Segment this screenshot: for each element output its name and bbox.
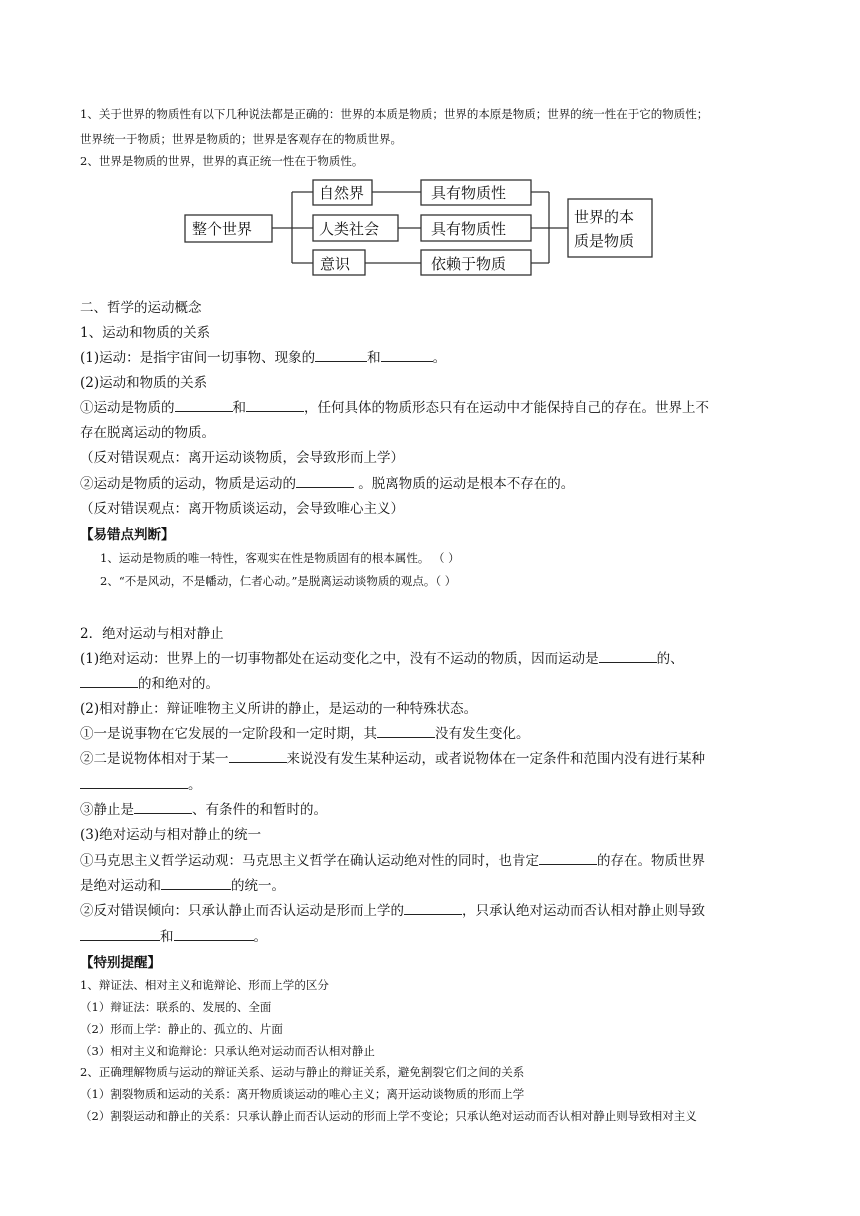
section-2-sub1: 1、运动和物质的关系 bbox=[80, 325, 211, 341]
error-question-2: 2、“不是风动，不是幡动，仁者心动。”是脱离运动谈物质的观点。（ ） bbox=[100, 574, 457, 588]
fill-blank[interactable] bbox=[80, 675, 138, 688]
label-material-1: 具有物质性 bbox=[431, 184, 507, 202]
motion-matter-relation: (2)运动和物质的关系 bbox=[80, 375, 208, 391]
fill-blank[interactable] bbox=[296, 475, 354, 488]
reminder-2-1: （1）割裂物质和运动的关系：离开物质谈运动的唯心主义；离开运动谈物质的形而上学 bbox=[80, 1087, 525, 1101]
rest-point-2-cont: 。 bbox=[80, 773, 202, 793]
fill-blank[interactable] bbox=[377, 725, 435, 738]
reminder-1-1: （1）辩证法：联系的、发展的、全面 bbox=[80, 1000, 272, 1014]
fill-blank[interactable] bbox=[381, 349, 433, 362]
label-consciousness: 意识 bbox=[320, 255, 351, 273]
rest-point-1: ①一是说事物在它发展的一定阶段和一定时期，其 没有发生变化。 bbox=[80, 726, 530, 742]
label-depends: 依赖于物质 bbox=[431, 255, 507, 273]
absolute-motion: (1)绝对运动：世界上的一切事物都处在运动变化之中，没有不运动的物质，因而运动是 的、 bbox=[80, 651, 684, 667]
unity-point-1-cont: 是绝对运动和 的统一。 bbox=[80, 878, 285, 894]
fill-blank[interactable] bbox=[174, 928, 254, 941]
world-material-diagram bbox=[0, 0, 860, 290]
section-2-title: 二、哲学的运动概念 bbox=[80, 300, 202, 316]
intro-paragraph-2: 2、世界是物质的世界，世界的真正统一性在于物质性。 bbox=[80, 154, 364, 168]
rest-point-3: ③静止是 、有条件的和暂时的。 bbox=[80, 802, 327, 818]
label-result-1: 世界的本 bbox=[574, 208, 635, 226]
label-result-2: 质是物质 bbox=[574, 232, 635, 250]
relation-point-1: ①运动是物质的 和 ，任何具体的物质形态只有在运动中才能保持自己的存在。世界上不 bbox=[80, 400, 709, 416]
reminder-1-2: （2）形而上学：静止的、孤立的、片面 bbox=[80, 1022, 283, 1036]
fill-blank[interactable] bbox=[246, 399, 304, 412]
label-society: 人类社会 bbox=[319, 220, 380, 238]
fill-blank[interactable] bbox=[539, 852, 597, 865]
oppose-view-2: （反对错误观点：离开物质谈运动，会导致唯心主义） bbox=[80, 501, 404, 517]
error-check-title: 【易错点判断】 bbox=[80, 527, 175, 543]
oppose-view-1: （反对错误观点：离开运动谈物质，会导致形而上学） bbox=[80, 450, 404, 466]
error-question-1: 1、运动是物质的唯一特性，客观实在性是物质固有的根本属性。 （ ） bbox=[100, 551, 460, 565]
section-3-title: 2．绝对运动与相对静止 bbox=[80, 626, 224, 642]
label-whole-world: 整个世界 bbox=[192, 220, 253, 238]
fill-blank[interactable] bbox=[175, 399, 233, 412]
intro-paragraph-1b: 世界统一于物质；世界是物质的；世界是客观存在的物质世界。 bbox=[80, 132, 402, 146]
reminder-2-2: （2）割裂运动和静止的关系：只承认静止而否认运动的形而上学不变论；只承认绝对运动而否认相对静止则导致相对主义 bbox=[80, 1109, 697, 1123]
label-material-2: 具有物质性 bbox=[431, 220, 507, 238]
unity-point-2-cont: 和 。 bbox=[80, 925, 267, 945]
unity-point-1: ①马克思主义哲学运动观：马克思主义哲学在确认运动绝对性的同时，也肯定 的存在。物质世界 bbox=[80, 853, 705, 869]
reminder-1: 1、辩证法、相对主义和诡辩论、形而上学的区分 bbox=[80, 978, 329, 992]
fill-blank[interactable] bbox=[134, 801, 192, 814]
reminder-title: 【特别提醒】 bbox=[80, 955, 161, 971]
unity-title: (3)绝对运动与相对静止的统一 bbox=[80, 827, 262, 843]
fill-blank[interactable] bbox=[161, 877, 231, 890]
fill-blank[interactable] bbox=[599, 650, 657, 663]
reminder-2: 2、正确理解物质与运动的辩证关系、运动与静止的辩证关系，避免割裂它们之间的关系 bbox=[80, 1065, 525, 1079]
fill-blank[interactable] bbox=[315, 349, 367, 362]
fill-blank[interactable] bbox=[229, 750, 287, 763]
unity-point-2: ②反对错误倾向：只承认静止而否认运动是形而上学的 ，只承认绝对运动而否认相对静止则导致 bbox=[80, 903, 705, 919]
fill-blank[interactable] bbox=[80, 776, 188, 789]
label-nature: 自然界 bbox=[319, 184, 365, 202]
relation-point-2: ②运动是物质的运动，物质是运动的 。脱离物质的运动是根本不存在的。 bbox=[80, 476, 575, 492]
relation-point-1-cont: 存在脱离运动的物质。 bbox=[80, 425, 215, 441]
intro-paragraph-1a: 1、关于世界的物质性有以下几种说法都是正确的：世界的本质是物质；世界的本原是物质；世界的统一性在于它的物质性； bbox=[80, 107, 709, 121]
absolute-motion-cont: 的和绝对的。 bbox=[80, 672, 219, 692]
reminder-1-3: （3）相对主义和诡辩论：只承认绝对运动而否认相对静止 bbox=[80, 1044, 375, 1058]
definition-motion: (1)运动：是指宇宙间一切事物、现象的 和 。 bbox=[80, 350, 447, 366]
rest-point-2: ②二是说物体相对于某一 来说没有发生某种运动，或者说物体在一定条件和范围内没有进行某种 bbox=[80, 751, 705, 767]
fill-blank[interactable] bbox=[404, 902, 462, 915]
relative-rest: (2)相对静止：辩证唯物主义所讲的静止，是运动的一种特殊状态。 bbox=[80, 701, 478, 717]
fill-blank[interactable] bbox=[80, 928, 160, 941]
